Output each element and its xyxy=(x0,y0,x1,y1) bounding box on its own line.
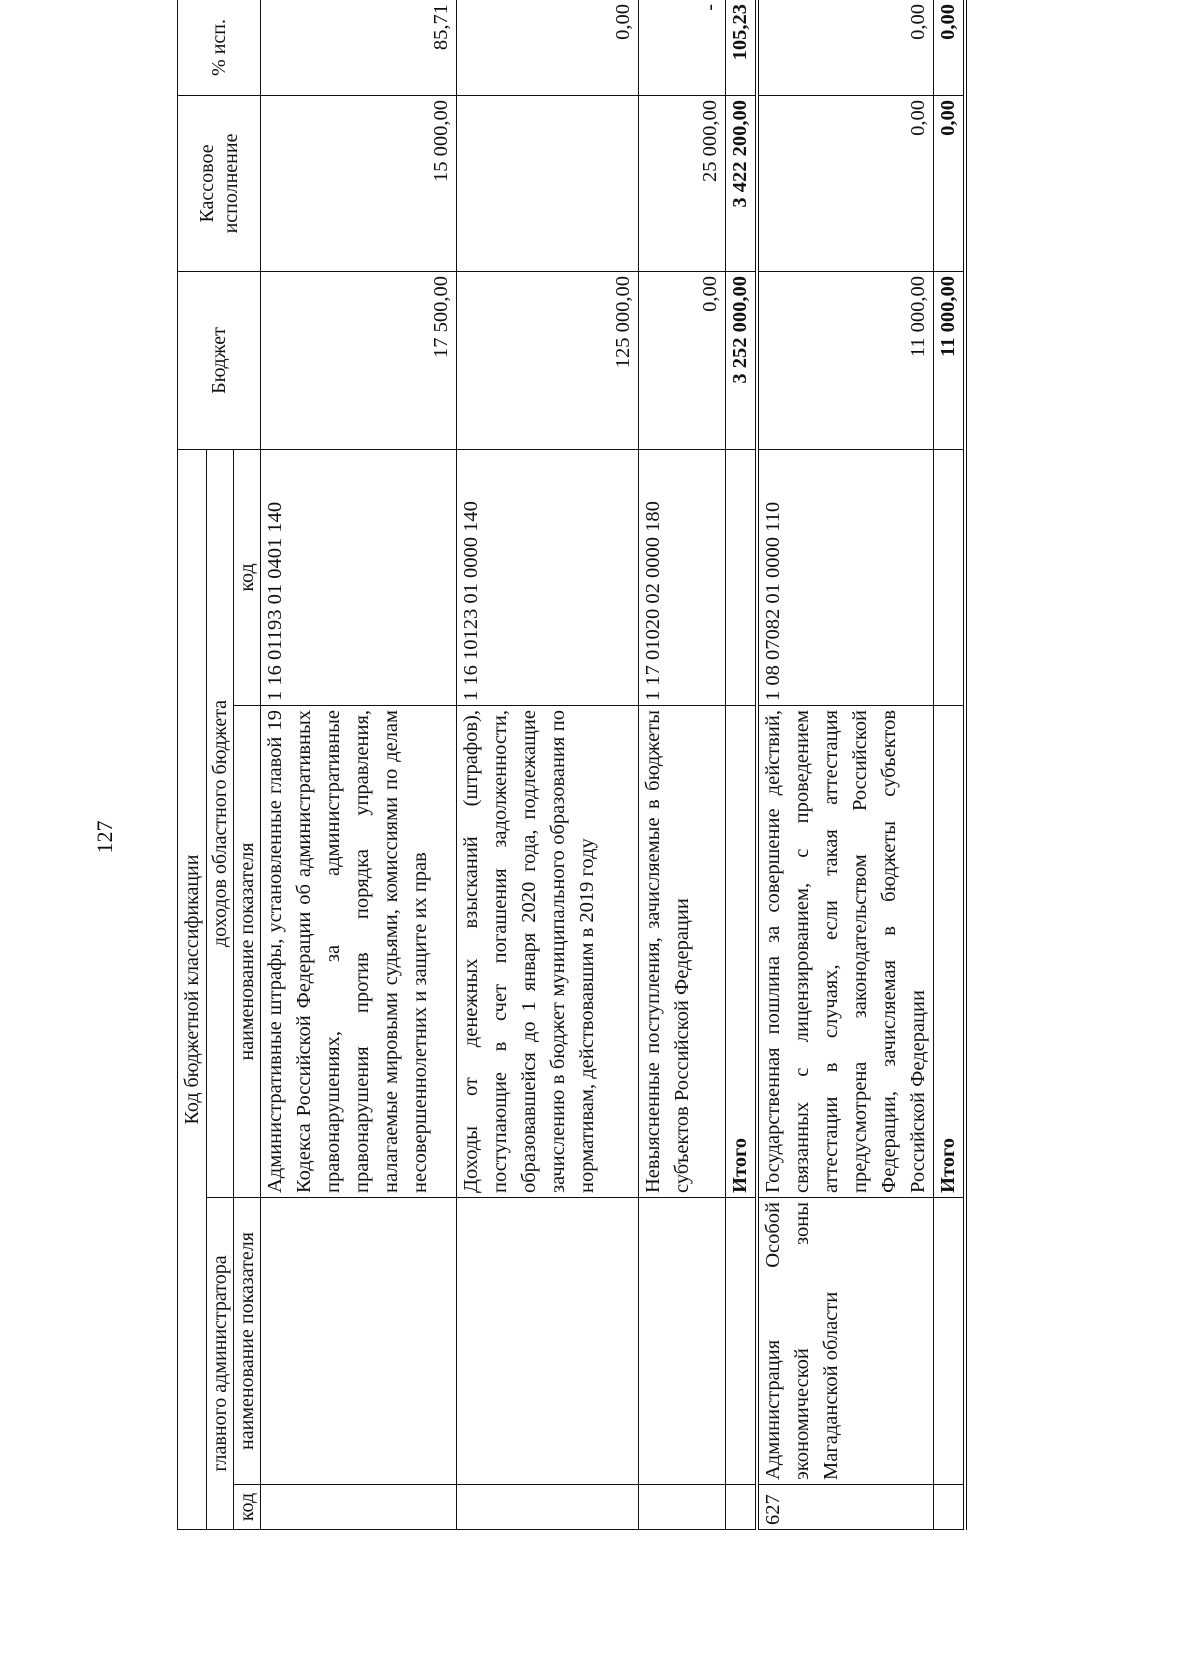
header-income-name: наименование показателя xyxy=(234,706,261,1198)
cell-budget: 17 500,00 xyxy=(261,271,457,449)
cell-budget: 11 000,00 xyxy=(757,271,934,449)
header-admin-name: наименование показателя xyxy=(234,1198,261,1485)
cell-income-name: Невыясненные поступления, зачисляемые в бюджеты субъектов Российской Федерации xyxy=(639,706,726,1198)
cell-cash: 0,00 xyxy=(757,95,934,271)
cell-income-code xyxy=(726,449,758,705)
cell-total-label: Итого xyxy=(726,706,758,1198)
table-row xyxy=(757,0,934,1530)
cell-cash xyxy=(457,95,639,271)
cell-cash: 25 000,00 xyxy=(639,95,726,271)
cell-admin-code xyxy=(457,1485,639,1530)
cell-admin-name xyxy=(261,1198,457,1485)
cell-budget: 0,00 xyxy=(639,271,726,449)
cell-admin-name: Администрация Особой экономической зоны Магаданской области xyxy=(757,1198,934,1485)
header-budget: Бюджет xyxy=(178,271,261,449)
cell-admin-code xyxy=(261,1485,457,1530)
cell-income-name: Административные штрафы, установленные главой 19 Кодекса Российской Федерации об административных правонарушениях, за административные правонарушения против порядка управления, налагаемые мировыми судьями, комиссиями по делам несовершеннолетних и защите их прав xyxy=(261,706,457,1198)
budget-table-sheet xyxy=(177,3,997,1530)
page-number: 127 xyxy=(92,820,117,854)
cell-budget-total: 3 252 000,00 xyxy=(726,271,758,449)
cell-admin-code xyxy=(726,1485,758,1530)
budget-table xyxy=(177,0,967,1530)
cell-admin-name xyxy=(726,1198,758,1485)
cell-income-code: 1 16 01193 01 0401 140 xyxy=(261,449,457,705)
cell-percent-total: 105,23 xyxy=(726,0,758,95)
cell-total-label: Итого xyxy=(934,706,966,1198)
header-admin-code: код xyxy=(234,1485,261,1530)
table-row xyxy=(457,0,639,1530)
header-admin: главного администратора xyxy=(207,1198,234,1530)
table-row-total xyxy=(726,0,758,1530)
cell-percent: 85,71 xyxy=(261,0,457,95)
cell-income-code: 1 08 07082 01 0000 110 xyxy=(757,449,934,705)
cell-admin-name xyxy=(457,1198,639,1485)
cell-percent: - xyxy=(639,0,726,95)
table-row xyxy=(261,0,457,1530)
table-row xyxy=(639,0,726,1530)
cell-income-code: 1 17 01020 02 0000 180 xyxy=(639,449,726,705)
cell-percent-total: 0,00 xyxy=(934,0,966,95)
cell-cash: 15 000,00 xyxy=(261,95,457,271)
cell-income-code: 1 16 10123 01 0000 140 xyxy=(457,449,639,705)
cell-cash-total: 0,00 xyxy=(934,95,966,271)
cell-income-name: Государственная пошлина за совершение действий, связанных с лицензированием, с проведением аттестации в случаях, если такая аттестация предусмотрена законодательством Российской Федерации, зачисляемая в бюджеты субъектов Российской Федерации xyxy=(757,706,934,1198)
cell-income-code xyxy=(934,449,966,705)
cell-cash-total: 3 422 200,00 xyxy=(726,95,758,271)
header-classification: Код бюджетной классификации xyxy=(178,449,207,1529)
header-income-code: код xyxy=(234,449,261,705)
cell-income-name: Доходы от денежных взысканий (штрафов), поступающие в счет погашения задолженности, образовавшейся до 1 января 2020 года, подлежащие зачислению в бюджет муниципального образования по нормативам, действовавшим в 2019 году xyxy=(457,706,639,1198)
header-cash: Кассовое исполнение xyxy=(178,95,261,271)
cell-admin-name xyxy=(639,1198,726,1485)
cell-admin-code xyxy=(934,1485,966,1530)
table-row-total xyxy=(934,0,966,1530)
cell-budget: 125 000,00 xyxy=(457,271,639,449)
header-percent: % исп. xyxy=(178,0,261,95)
cell-percent: 0,00 xyxy=(757,0,934,95)
cell-admin-code: 627 xyxy=(757,1485,934,1530)
cell-budget-total: 11 000,00 xyxy=(934,271,966,449)
cell-admin-code xyxy=(639,1485,726,1530)
header-income: доходов областного бюджета xyxy=(207,449,234,1197)
cell-admin-name xyxy=(934,1198,966,1485)
cell-percent: 0,00 xyxy=(457,0,639,95)
